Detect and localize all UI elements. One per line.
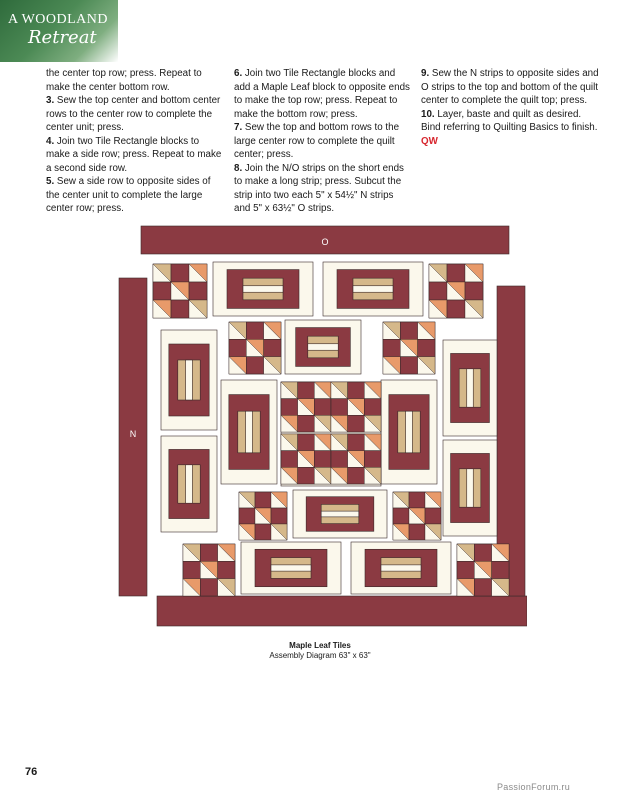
banner-subtitle: Retreat [28,27,97,48]
caption-title: Maple Leaf Tiles [289,641,351,650]
border-strip-o [157,596,527,626]
banner-title: A WOODLAND [8,12,109,27]
paragraph: 8. Join the N/O strips on the short ends to make a long strip; press. Subcut the strip into two each 5" x 54½" N strips and 5" x 63½" O strips. [234,162,404,214]
paragraph: 10. Layer, baste and quilt as desired. Bind referring to Quilting Basics to finish. QW [421,108,598,147]
figure-caption [200,641,440,661]
assembly-diagram [117,224,527,628]
text-column-3 [421,67,599,148]
caption-subtitle: Assembly Diagram 63" x 63" [269,651,371,660]
paragraph: 9. Sew the N strips to opposite sides and O strips to the top and bottom of the quilt center to complete the quilt top; press. [421,68,599,106]
paragraph: 7. Sew the top and bottom rows to the large center row to complete the quilt center; press. [234,122,400,160]
paragraph: the center top row; press. Repeat to make the center bottom row. [46,68,202,93]
strip-label-o: O [321,237,329,247]
text-column-2 [234,67,412,216]
section-banner [0,0,118,62]
text-column-1 [46,67,224,216]
paragraph: 4. Join two Tile Rectangle blocks to make a side row; press. Repeat to make a second side row. [46,135,222,174]
paragraph: 5. Sew a side row to opposite sides of the center unit to complete the large center row; press. [46,176,211,214]
quilt-blocks [119,226,527,626]
paragraph: 6. Join two Tile Rectangle blocks and add a Maple Leaf block to opposite ends to make the top row; press. Repeat to make the bottom row; press. [234,68,410,120]
page-number: 76 [25,766,38,778]
qw-end-mark: QW [421,135,438,147]
paragraph: 3. Sew the top center and bottom center rows to the center row to complete the center unit; press. [46,95,221,133]
watermark: PassionForum.ru [497,782,571,792]
strip-label-n: N [129,429,137,439]
